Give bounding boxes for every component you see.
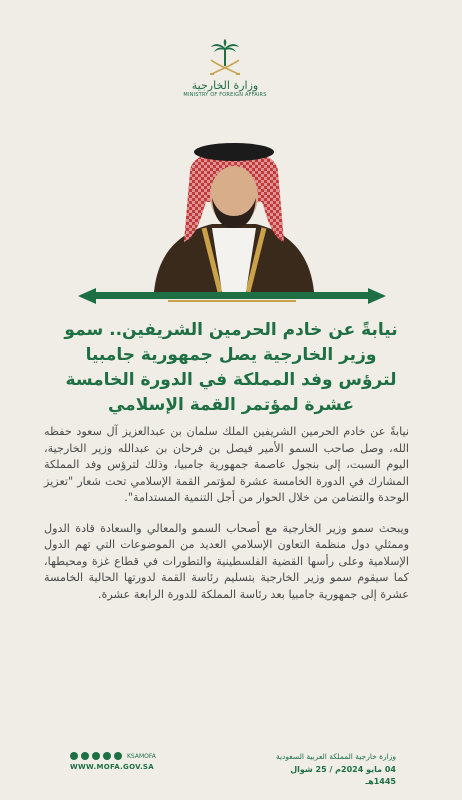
body-paragraph-1: نيابةً عن خادم الحرمين الشريفين الملك سلمان بن عبدالعزيز آل سعود حفظه الله، وصل صاحب السمو الأمير فيصل بن فرحان بن عبدالله وزير الخارجية، اليوم السبت، إلى بنجول عاصمة جمهورية جامبيا، وذلك لترؤس وفد المملكة المشارك في الدورة الخامسة عشرة لمؤتمر القمة الإسلامي تحت شعار "تعزيز الوحدة والتضامن من خلال الحوار من أجل التنمية المستدامة".: [44, 425, 409, 504]
ministry-logo: [180, 38, 270, 104]
logo-arabic-text: وزارة الخارجية: [191, 79, 259, 92]
headline-line-2: وزير الخارجية يصل جمهورية جامبيا: [85, 345, 377, 365]
publish-date: 04 مايو 2024م / 25 شوال 1445هـ: [290, 765, 396, 786]
logo-english-text: MINISTRY OF FOREIGN AFFAIRS: [183, 92, 267, 98]
footer-social: [70, 752, 170, 771]
snapchat-icon[interactable]: [70, 752, 78, 760]
minister-portrait: [150, 132, 318, 292]
facebook-icon[interactable]: [114, 752, 122, 760]
headline-line-4: عشرة لمؤتمر القمة الإسلامي: [107, 395, 355, 415]
x-icon[interactable]: [81, 752, 89, 760]
news-body: [44, 424, 409, 617]
headline-line-3: لترؤس وفد المملكة في الدورة الخامسة: [65, 370, 397, 390]
body-paragraph-2: ويبحث سمو وزير الخارجية مع أصحاب السمو والمعالي والسعادة قادة الدول وممثلي دول منظمة التعاون الإسلامي العديد من الموضوعات التي تهم الدول الإسلامية وعلى رأسها القضية الفلسطينية والتطورات في قطاع غزة ومحيطها، كما سيقوم سمو وزير الخارجية بتسليم رئاسة القمة لدورتها الحالية الخامسة عشرة إلى جمهورية جامبيا بعد رئاسة المملكة للدورة الرابعة عشرة.: [44, 521, 409, 601]
social-icons-row: [70, 752, 170, 760]
youtube-icon[interactable]: [103, 752, 111, 760]
news-headline: [56, 318, 406, 418]
palm-swords-emblem-icon: [207, 38, 243, 78]
instagram-icon[interactable]: [92, 752, 100, 760]
headline-line-1: نيابةً عن خادم الحرمين الشريفين.. سمو: [64, 320, 398, 340]
footer-info: [258, 752, 396, 788]
website-link[interactable]: WWW.MOFA.GOV.SA: [70, 763, 154, 771]
ministry-name: وزارة خارجية المملكة العربية السعودية: [275, 752, 396, 761]
decorative-divider: [78, 288, 386, 304]
social-handle: KSAMOFA: [127, 752, 156, 760]
